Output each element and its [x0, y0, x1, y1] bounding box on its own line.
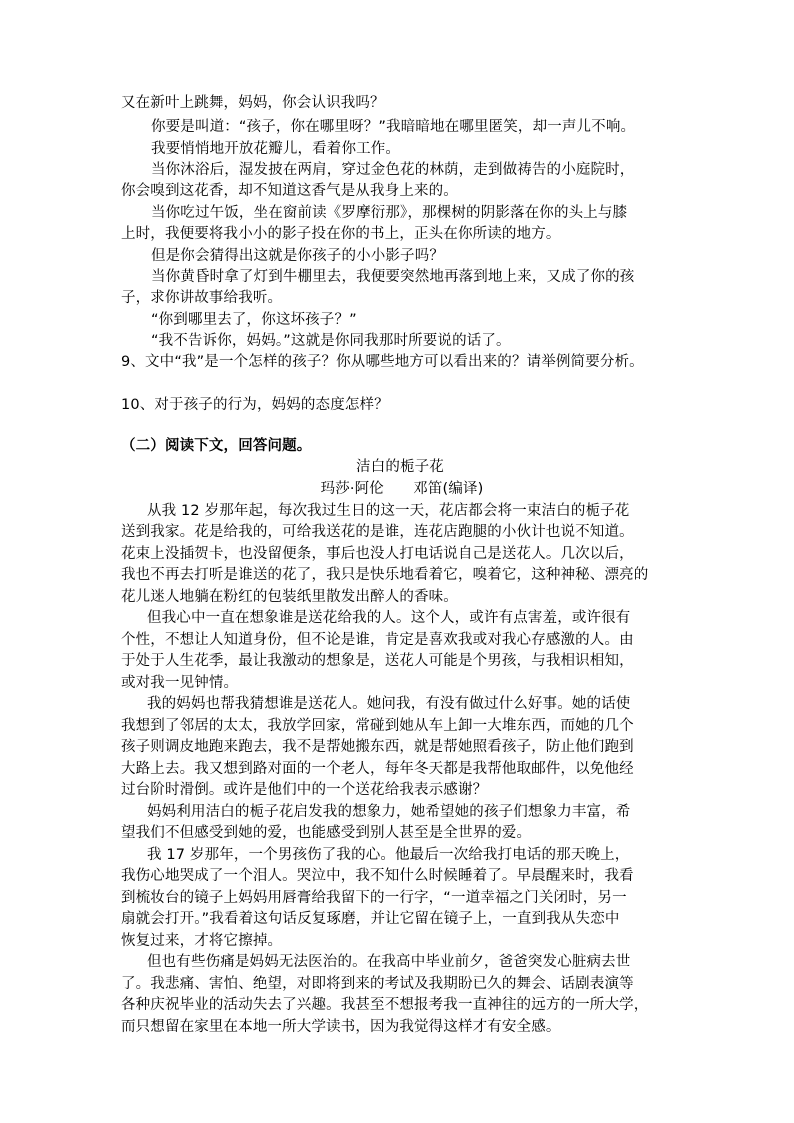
article-title: 洁白的栀子花 — [356, 459, 444, 475]
article-line: 恢复过来，才将它擦掉。 — [121, 933, 283, 949]
article-line: 而只想留在家里在本地一所大学读书，因为我觉得这样才有安全感。 — [121, 1019, 561, 1035]
article-line: 望我们不但感受到她的爱，也能感受到别人甚至是全世界的爱。 — [121, 825, 532, 841]
article-line: 花束上没插贺卡，也没留便条，事后也没人打电话说自己是送花人。几次以后， — [121, 546, 634, 562]
article-line: 送到我家。花是给我的，可给我送花的是谁，连花店跑腿的小伙计也说不知道。 — [121, 524, 634, 540]
article-byline: 玛莎·阿伦 邓笛(编译) — [320, 481, 484, 497]
article-line: 花儿迷人地躺在粉红的包装纸里散发出醉人的香味。 — [121, 589, 458, 605]
poem-line: “你到哪里去了，你这坏孩子？” — [151, 312, 357, 328]
poem-line: 又在新叶上跳舞，妈妈，你会认识我吗？ — [121, 95, 385, 111]
article-line: 妈妈利用洁白的栀子花启发我的想象力，她希望她的孩子们想象力丰富，希 — [147, 804, 631, 820]
question-9: 9、文中“我”是一个怎样的孩子？你从哪些地方可以看出来的？请举例简要分析。 — [121, 354, 644, 370]
article-line: 但也有些伤痛是妈妈无法医治的。在我高中毕业前夕，爸爸突发心脏病去世 — [147, 954, 631, 970]
section-heading: （二）阅读下文，回答问题。 — [121, 438, 312, 454]
article-line: 我也不再去打听是谁送的花了，我只是快乐地看着它，嗅着它，这种神秘、漂亮的 — [121, 567, 649, 583]
article-line: 于处于人生花季，最让我激动的想象是，送花人可能是个男孩，与我相识相知， — [121, 653, 634, 669]
poem-line: “我不告诉你，妈妈。”这就是你同我那时所要说的话了。 — [151, 333, 511, 349]
poem-line: 当你沐浴后，湿发披在两肩，穿过金色花的林荫，走到做祷告的小庭院时， — [151, 162, 635, 178]
poem-line: 子，求你讲故事给我听。 — [121, 290, 283, 306]
poem-line: 当你黄昏时拿了灯到牛棚里去，我便要突然地再落到地上来，又成了你的孩 — [151, 269, 635, 285]
poem-line: 你会嗅到这花香，却不知道这香气是从我身上来的。 — [121, 183, 458, 199]
article-line: 从我 12 岁那年起，每次我过生日的这一天，花店都会将一束洁白的栀子花 — [147, 503, 630, 519]
article-line: 了。我悲痛、害怕、绝望，对即将到来的考试及我期盼已久的舞会、话剧表演等 — [121, 976, 634, 992]
question-10: 10、对于孩子的行为，妈妈的态度怎样？ — [121, 397, 389, 413]
article-line: 各种庆祝毕业的活动失去了兴趣。我甚至不想报考我一直神往的远方的一所大学， — [121, 997, 649, 1013]
article-line: 大路上去。我又想到路对面的一个老人，每年冬天都是我帮他取邮件，以免他经 — [121, 761, 634, 777]
poem-line: 我要悄悄地开放花瓣儿，看着你工作。 — [151, 141, 401, 157]
poem-line: 上时，我便要将我小小的影子投在你的书上，正头在你所读的地方。 — [121, 226, 561, 242]
article-line: 孩子则调皮地跑来跑去，我不是帮她搬东西，就是帮她照看孩子，防止他们跑到 — [121, 739, 634, 755]
article-line: 扇就会打开。”我看着这句话反复琢磨，并让它留在镜子上，一直到我从失恋中 — [121, 911, 620, 927]
article-line: 我想到了邻居的太太，我放学回家，常碰到她从车上卸一大堆东西，而她的几个 — [121, 718, 634, 734]
article-line: 但我心中一直在想象谁是送花给我的人。这个人，或许有点害羞，或许很有 — [147, 610, 631, 626]
article-line: 或对我一见钟情。 — [121, 675, 239, 691]
article-line: 我伤心地哭成了一个泪人。哭泣中，我不知什么时候睡着了。早晨醒来时，我看 — [121, 868, 634, 884]
poem-line: 但是你会猜得出这就是你孩子的小小影子吗？ — [151, 248, 444, 264]
poem-line: 当你吃过午饭，坐在窗前读《罗摩衍那》，那棵树的阴影落在你的头上与膝 — [151, 205, 628, 221]
article-line: 我 17 岁那年，一个男孩伤了我的心。他最后一次给我打电话的那天晚上， — [147, 847, 630, 863]
article-line: 个性，不想让人知道身份，但不论是谁，肯定是喜欢我或对我心存感激的人。由 — [121, 632, 634, 648]
poem-line: 你要是叫道：“孩子，你在哪里呀？”我暗暗地在哪里匿笑，却一声儿不响。 — [151, 119, 636, 135]
article-line: 我的妈妈也帮我猜想谁是送花人。她问我，有没有做过什么好事。她的话使 — [147, 696, 631, 712]
article-line: 到梳妆台的镜子上妈妈用唇膏给我留下的一行字，“一道幸福之门关闭时，另一 — [121, 890, 627, 906]
article-line: 过台阶时滑倒。或许是他们中的一个送花给我表示感谢？ — [121, 782, 488, 798]
